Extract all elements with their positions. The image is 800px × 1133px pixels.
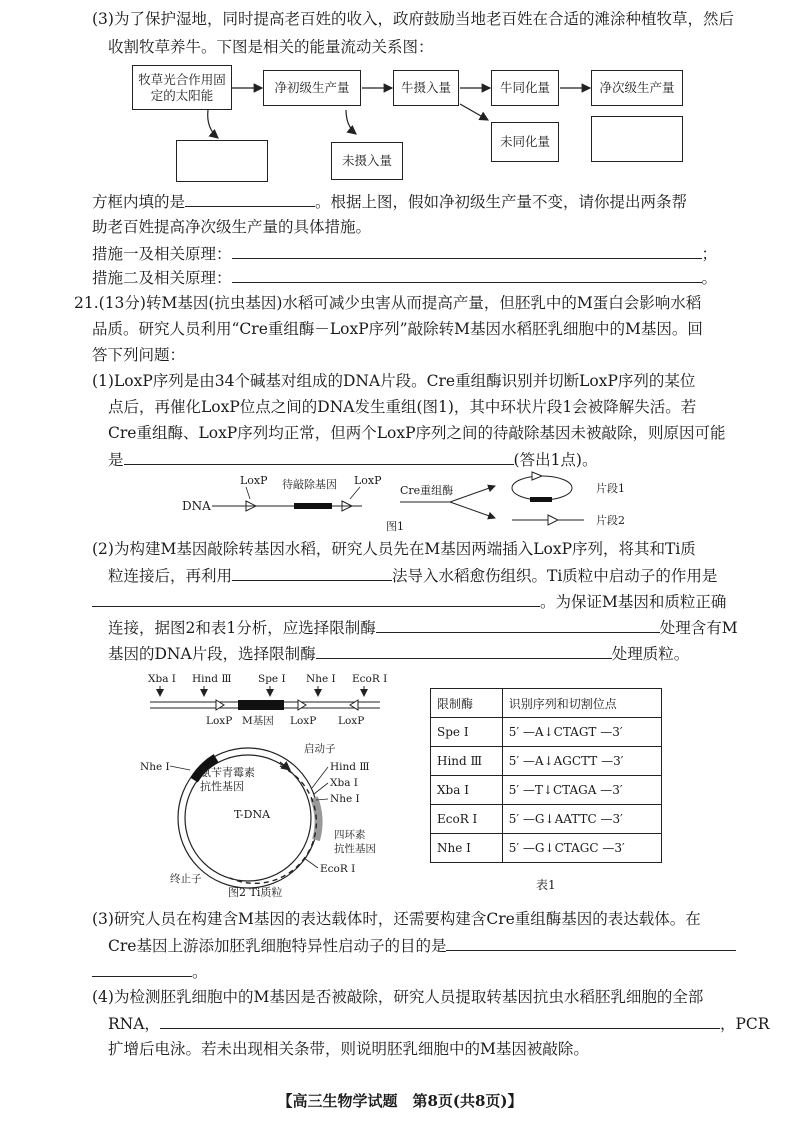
q3-line3 [92,190,687,213]
enzyme-site: 5′ —T↓CTAGA —3′ [502,776,661,805]
label-loxp-3: LoxP [338,715,365,727]
p2-line3-end: 。为保证M基因和质粒正确 [540,593,727,611]
label-promoter: 启动子 [304,743,336,755]
measure1-label: 措施一及相关原理： [92,245,232,263]
q21-p4-line1: (4)为检测胚乳细胞中的M基因是否被敲除，研究人员提取转基因抗虫水稻胚乳细胞的全部 [92,988,704,1006]
q21-p3-line1: (3)研究人员在构建含M基因的表达载体时，还需要构建含Cre重组酶基因的表达载体。在 [92,910,701,928]
flow-box-not-assim: 未同化量 [491,122,559,162]
q21-p1-line2: 点后，再催化LoxP位点之间的DNA发生重组(图1)，其中环状片段1会被降解失活。若 [108,398,697,416]
fig2-caption: 图2 Ti质粒 [228,886,283,899]
label-tet-1: 四环素 [334,829,366,841]
table-row [431,776,662,805]
q3-line4: 助老百姓提高净次级生产量的具体措施。 [92,218,372,236]
table1-caption: 表1 [536,878,556,892]
flow-box-npp: 净初级生产量 [263,70,361,106]
enzyme-name: EcoR Ⅰ [431,805,503,834]
q3-line1: (3)为了保护湿地，同时提高老百姓的收入，政府鼓励当地老百姓在合适的滩涂种植牧草，然后 [92,10,734,28]
p2-line5-start: 基因的DNA片段，选择限制酶 [108,645,316,663]
q21-line1: 21.(13分)转M基因(抗虫基因)水稻可减少虫害从而提高产量，但胚乳中的M蛋白会影响水稻 [74,294,702,312]
table-row [431,747,662,776]
answer-blank-measure1[interactable] [232,242,702,259]
q21-p4-line2 [108,1012,769,1035]
page-footer: 【高三生物学试题 第8页(共8页)】 [277,1092,523,1110]
p3-line2-start: Cre基因上游添加胚乳细胞特异性启动子的目的是 [108,937,447,955]
label-tet-2: 抗性基因 [334,843,376,855]
answer-blank-p3a[interactable] [446,934,736,951]
fig1-loxp-right: LoxP [354,474,382,487]
fig1-dna-label: DNA [182,499,211,513]
fig1-target-gene: 待敲除基因 [282,478,337,491]
fig1-loxp-left: LoxP [240,474,268,487]
p2-line2-start: 粒连接后，再利用 [108,567,233,585]
measure2-end: 。 [701,269,718,287]
table-row [431,834,662,863]
label-nhe-right: Nhe Ⅰ [330,793,360,805]
q21-p2-line4 [108,616,738,639]
flow-box-blank [176,140,268,182]
fig1-enzyme: Cre重组酶 [400,484,454,497]
q3-line3-start: 方框内填的是 [92,193,186,211]
label-loxp-2: LoxP [290,715,317,727]
q21-p3-line2 [108,934,736,957]
q3-measure1 [92,242,717,265]
q21-p1-line4 [108,448,597,471]
p1-line4-end: (答出1点)。 [513,451,598,469]
table-header-row [431,689,662,718]
enzyme-name: Hind Ⅲ [431,747,503,776]
label-ecor: EcoR Ⅰ [320,863,356,875]
answer-blank-p1[interactable] [124,448,514,465]
measure1-end: ； [701,245,718,263]
q21-p2-line1: (2)为构建M基因敲除转基因水稻，研究人员先在M基因两端插入LoxP序列，将其和Ti质 [92,540,696,558]
flow-box-intake: 牛摄入量 [393,70,459,106]
q3-line2: 收割牧草养牛。下图是相关的能量流动关系图： [108,38,434,56]
answer-blank-p3b[interactable] [92,960,192,977]
label-m-gene: M基因 [242,715,274,727]
q21-p1-line1: (1)LoxP序列是由34个碱基对组成的DNA片段。Cre重组酶识别并切断LoxP序列的某位 [92,372,696,390]
answer-blank-enzyme-plasmid[interactable] [316,642,612,659]
enzyme-site: 5′ —A↓CTAGT —3′ [502,718,661,747]
p3-line3-end: 。 [192,963,208,981]
site-ecor: EcoR Ⅰ [352,673,388,685]
answer-blank-promoter[interactable] [92,590,540,607]
answer-blank-box[interactable] [185,190,315,207]
flow-box-blank-right [591,116,683,162]
p2-line2-end: 法导入水稻愈伤组织。Ti质粒中启动子的作用是 [392,567,718,585]
figure-1 [150,470,670,532]
q21-line3: 答下列问题： [92,346,186,364]
fig1-caption: 图1 [386,520,404,532]
p2-line4-start: 连接，据图2和表1分析，应选择限制酶 [108,619,376,637]
label-amp-1: 氨苄青霉素 [200,766,255,779]
enzyme-site: 5′ —G↓CTAGC —3′ [502,834,661,863]
q3-measure2 [92,266,717,289]
measure2-label: 措施二及相关原理： [92,269,232,287]
table-header: 识别序列和切割位点 [502,689,661,718]
p2-line4-end: 处理含有M [659,619,738,637]
label-loxp-1: LoxP [206,715,233,727]
q3-line3-end: 。根据上图，假如净初级生产量不变，请你提出两条帮 [315,193,688,211]
fragment1-ring [512,476,572,500]
q21-line2: 品质。研究人员利用“Cre重组酶－LoxP序列”敲除转M基因水稻胚乳细胞中的M基因。回 [92,320,703,338]
enzyme-name: Spe Ⅰ [431,718,503,747]
table-row [431,805,662,834]
flow-box-assim: 牛同化量 [491,70,559,106]
table-header: 限制酶 [431,689,503,718]
enzyme-site: 5′ —G↓AATTC —3′ [502,805,661,834]
site-hind: Hind Ⅲ [192,673,232,685]
site-nhe: Nhe Ⅰ [306,673,336,685]
table-row [431,718,662,747]
enzyme-site: 5′ —A↓AGCTT —3′ [502,747,661,776]
q21-p2-line2 [108,564,717,587]
target-gene-bar [294,503,332,509]
p1-line4-start: 是 [108,451,124,469]
enzyme-name: Xba Ⅰ [431,776,503,805]
restriction-enzyme-table [430,688,662,863]
fig1-fragment2: 片段2 [596,514,625,527]
fig1-fragment1: 片段1 [596,482,625,495]
flow-box-not-intake: 未摄入量 [331,142,403,180]
label-nhe-left: Nhe Ⅰ [140,761,170,773]
label-amp-2: 抗性基因 [200,780,244,793]
answer-blank-measure2[interactable] [232,266,702,283]
label-tdna: T-DNA [234,808,271,821]
flow-box-nsp: 净次级生产量 [591,70,683,106]
enzyme-name: Nhe Ⅰ [431,834,503,863]
q21-p2-line3 [92,590,726,613]
site-spe: Spe Ⅰ [258,673,286,685]
q21-p4-line3: 扩增后电泳。若未出现相关条带，则说明胚乳细胞中的M基因被敲除。 [108,1040,589,1058]
answer-blank-enzyme-dna[interactable] [376,616,660,633]
p4-line2-end: ，PCR [719,1015,770,1033]
flow-box-sun: 牧草光合作用固定的太阳能 [132,65,232,110]
m-gene-bar [238,700,284,710]
q21-p1-line3: Cre重组酶、LoxP序列均正常，但两个LoxP序列之间的待敲除基因未被敲除，则原因可能 [108,424,726,442]
answer-blank-method[interactable] [232,564,392,581]
p2-line5-end: 处理质粒。 [611,645,690,663]
q21-p3-line3 [92,960,208,983]
q21-p2-line5 [108,642,689,665]
label-terminator: 终止子 [170,873,202,885]
figure-2 [130,670,420,900]
label-hind: Hind Ⅲ [330,761,370,773]
answer-blank-p4[interactable] [160,1012,720,1029]
p4-line2-start: RNA， [108,1015,160,1033]
label-xba: Xba Ⅰ [330,777,358,789]
site-xba: Xba Ⅰ [148,673,176,685]
